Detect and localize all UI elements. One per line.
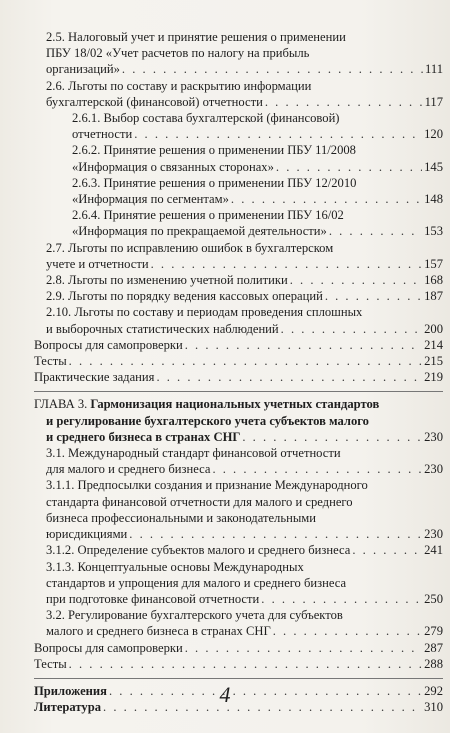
leader-dots xyxy=(276,159,422,175)
page-ref: 214 xyxy=(424,337,443,352)
toc-chapter-3 xyxy=(34,396,443,445)
toc-entry xyxy=(34,337,443,353)
toc-entry-text: «Информация о связанных сторонах» xyxy=(72,159,274,174)
leader-dots xyxy=(329,223,422,239)
leader-dots xyxy=(231,191,422,207)
toc-entry xyxy=(34,369,443,385)
toc-entry xyxy=(34,288,443,304)
toc-entry-text: 2.6.4. Принятие решения о применении ПБУ 16/02 xyxy=(72,208,344,223)
toc-entry xyxy=(34,559,443,608)
toc-entry-text: ПБУ 18/02 «Учет расчетов по налогу на прибыль xyxy=(46,46,310,61)
toc-entry-text: Тесты xyxy=(34,354,67,369)
leader-dots xyxy=(352,542,422,558)
page-ref: 187 xyxy=(424,289,443,304)
page-ref: 111 xyxy=(425,62,443,77)
toc-entry xyxy=(34,207,443,239)
toc-entry-text: 2.7. Льготы по исправлению ошибок в бухгалтерском xyxy=(46,240,334,255)
leader-dots xyxy=(134,126,422,142)
chapter-prefix: ГЛАВА 3. xyxy=(34,397,88,412)
leader-dots xyxy=(129,526,422,542)
page-ref: 288 xyxy=(424,656,443,671)
toc-section-chapter3 xyxy=(34,445,443,672)
toc-entry-text: Вопросы для самопроверки xyxy=(34,640,183,655)
toc-entry xyxy=(34,29,443,78)
toc-entry-text: «Информация по прекращаемой деятельности» xyxy=(72,224,327,239)
page-ref: 200 xyxy=(424,321,443,336)
toc-entry xyxy=(34,110,443,142)
leader-dots xyxy=(122,61,423,77)
toc-entry-text: Приложения xyxy=(34,683,107,698)
toc-section-chapter2 xyxy=(34,29,443,385)
page-ref: 230 xyxy=(424,462,443,477)
toc-entry xyxy=(34,353,443,369)
toc-entry xyxy=(34,240,443,272)
toc-entry-text: учете и отчетности xyxy=(46,256,149,271)
page-ref: 292 xyxy=(424,683,443,698)
toc-entry-text: 2.6.3. Принятие решения о применении ПБУ 12/2010 xyxy=(72,175,357,190)
toc-entry-text: и выборочных статистических наблюдений xyxy=(46,321,279,336)
toc-entry-text: 3.1.3. Концептуальные основы Международных xyxy=(46,559,304,574)
toc-entry-text: для малого и среднего бизнеса xyxy=(46,462,211,477)
divider xyxy=(34,678,443,679)
page-ref: 250 xyxy=(424,591,443,606)
toc-entry xyxy=(34,175,443,207)
toc-entry xyxy=(34,640,443,656)
toc-entry-text: Вопросы для самопроверки xyxy=(34,337,183,352)
toc-entry-text: 2.6. Льготы по составу и раскрытию информации xyxy=(46,78,312,93)
page-ref: 157 xyxy=(424,256,443,271)
toc-entry xyxy=(34,656,443,672)
toc-entry-text: Практические задания xyxy=(34,370,155,385)
toc-entry-text: 3.1. Международный стандарт финансовой отчетности xyxy=(46,446,341,461)
toc-entry-text: 2.6.1. Выбор состава бухгалтерской (финансовой) xyxy=(72,111,340,126)
page-ref: 310 xyxy=(424,700,443,715)
toc-entry-text: юрисдикциями xyxy=(46,527,128,542)
toc-entry-text: 2.10. Льготы по составу и периодам проведения сплошных xyxy=(46,305,363,320)
leader-dots xyxy=(281,321,422,337)
toc-entry-text: при подготовке финансовой отчетности xyxy=(46,591,260,606)
toc-entry xyxy=(34,607,443,639)
leader-dots xyxy=(290,272,422,288)
page-ref: 230 xyxy=(424,527,443,542)
page-ref: 145 xyxy=(424,159,443,174)
toc-entry-text: организаций» xyxy=(46,62,120,77)
toc-entry xyxy=(34,142,443,174)
page-ref: 168 xyxy=(424,273,443,288)
toc-entry-text: 2.8. Льготы по изменению учетной политики xyxy=(46,273,288,288)
leader-dots xyxy=(69,353,422,369)
chapter-title-line: Гармонизация национальных учетных стандартов xyxy=(90,397,380,412)
toc-entry xyxy=(34,445,443,477)
table-of-contents xyxy=(34,29,443,715)
toc-entry-text: бухгалтерской (финансовой) отчетности xyxy=(46,94,263,109)
page-ref: 287 xyxy=(424,640,443,655)
toc-entry-text: 3.1.2. Определение субъектов малого и среднего бизнеса xyxy=(46,543,351,558)
page-ref: 148 xyxy=(424,192,443,207)
toc-entry-text: Тесты xyxy=(34,656,67,671)
page-ref: 279 xyxy=(424,624,443,639)
toc-entry-text: бизнеса профессиональными и законодательными xyxy=(46,510,316,525)
chapter-title-line: и среднего бизнеса в странах СНГ xyxy=(46,429,241,444)
toc-entry-text: Литература xyxy=(34,700,102,715)
leader-dots xyxy=(265,94,423,110)
page-ref: 219 xyxy=(424,370,443,385)
page-ref: 215 xyxy=(424,354,443,369)
page-ref: 241 xyxy=(424,543,443,558)
toc-entry xyxy=(34,477,443,542)
toc-entry xyxy=(34,78,443,110)
leader-dots xyxy=(156,369,422,385)
leader-dots xyxy=(261,591,422,607)
toc-entry-text: малого и среднего бизнеса в странах СНГ xyxy=(46,624,271,639)
page-ref: 153 xyxy=(424,224,443,239)
leader-dots xyxy=(69,656,422,672)
leader-dots xyxy=(273,623,422,639)
toc-entry-text: 3.1.1. Предпосылки создания и признание Международного xyxy=(46,478,368,493)
page-number: 4 xyxy=(219,682,231,707)
leader-dots xyxy=(242,429,422,445)
toc-entry xyxy=(34,304,443,336)
toc-entry-text: стандартов и упрощения для малого и среднего бизнеса xyxy=(46,575,347,590)
page-ref: 117 xyxy=(424,94,443,109)
toc-entry xyxy=(34,542,443,558)
leader-dots xyxy=(151,256,423,272)
toc-entry-text: «Информация по сегментам» xyxy=(72,192,229,207)
toc-entry-text: стандарта финансовой отчетности для малого и среднего xyxy=(46,494,353,509)
toc-entry-text: 2.5. Налоговый учет и принятие решения о применении xyxy=(46,30,346,44)
toc-entry-text: отчетности xyxy=(72,127,133,142)
toc-entry-text: 3.2. Регулирование бухгалтерского учета для субъектов xyxy=(46,608,343,623)
leader-dots xyxy=(212,461,422,477)
toc-entry xyxy=(34,272,443,288)
leader-dots xyxy=(185,640,422,656)
toc-entry-text: 2.6.2. Принятие решения о применении ПБУ 11/2008 xyxy=(72,143,356,158)
page-ref: 120 xyxy=(424,127,443,142)
toc-entry-text: 2.9. Льготы по порядку ведения кассовых операций xyxy=(46,289,323,304)
leader-dots xyxy=(325,288,422,304)
page-ref: 230 xyxy=(424,429,443,444)
leader-dots xyxy=(185,337,422,353)
chapter-title-line: и регулирование бухгалтерского учета субъектов малого xyxy=(46,413,369,428)
divider xyxy=(34,391,443,392)
